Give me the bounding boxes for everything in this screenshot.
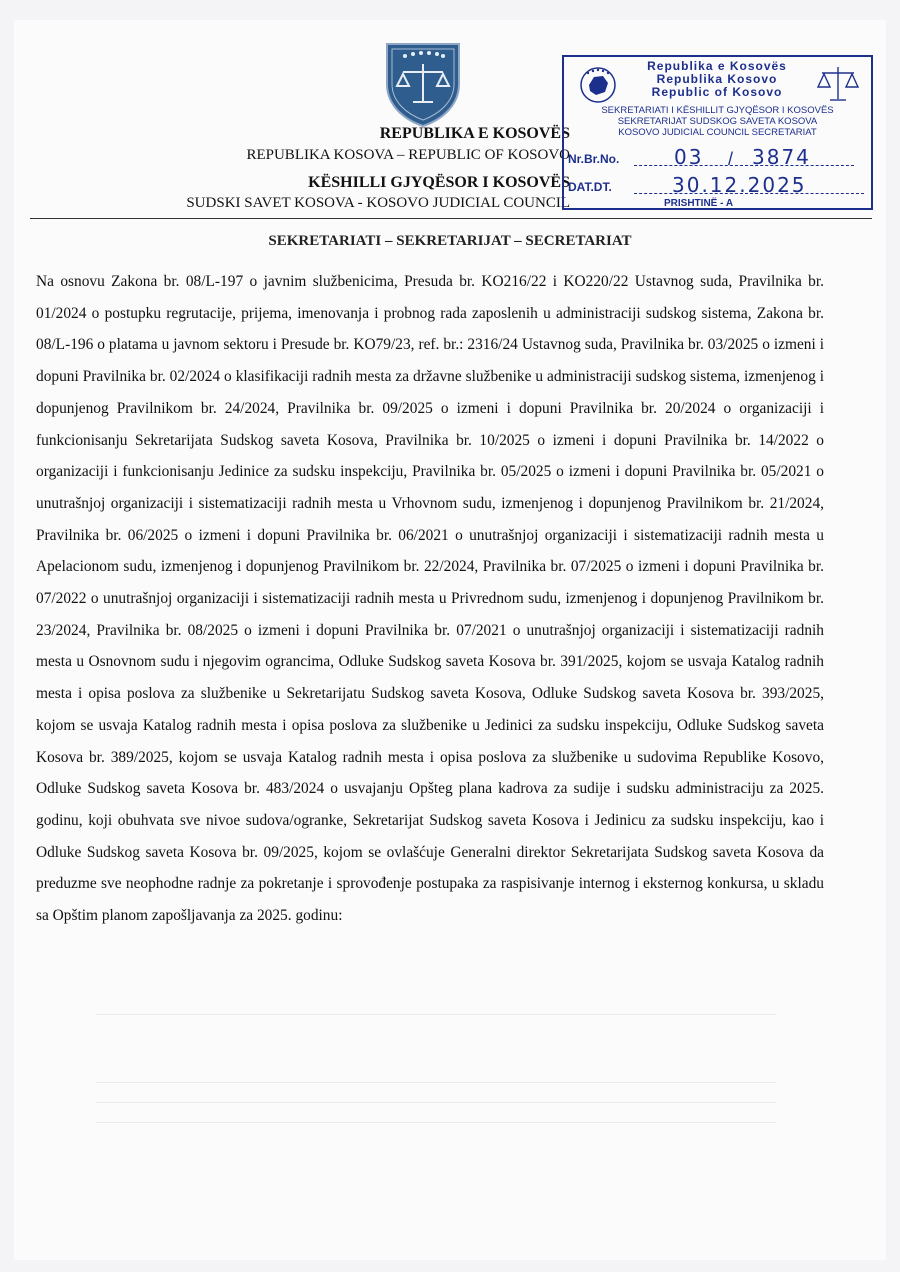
header-republic-albanian: REPUBLIKA E KOSOVËS <box>379 125 570 142</box>
stamp-number-slash: / <box>728 149 734 169</box>
faint-bleedthrough-line <box>96 1014 776 1015</box>
stamp-date-label: DAT.DT. <box>568 180 612 194</box>
registry-stamp <box>562 55 873 210</box>
header-council-serbian-english: SUDSKI SAVET KOSOVA - KOSOVO JUDICIAL COUNCIL <box>186 195 570 211</box>
stamp-secretariat-english: KOSOVO JUDICIAL COUNCIL SECRETARIAT <box>618 127 817 138</box>
section-title: SEKRETARIATI – SEKRETARIJAT – SECRETARIAT <box>268 233 632 249</box>
header-council-albanian: KËSHILLI GJYQËSOR I KOSOVËS <box>308 174 570 191</box>
stamp-secretariat-albanian: SEKRETARIATI I KËSHILLIT GJYQËSOR I KOSOVËS <box>601 105 834 116</box>
faint-bleedthrough-line <box>96 1102 776 1103</box>
stamp-republic-serbian: Republika Kosovo <box>656 72 778 86</box>
stamp-republic-albanian: Republika e Kosovës <box>647 59 787 73</box>
stamp-number-part2: 3874 <box>752 145 811 169</box>
stamp-number-part1: 03 <box>674 145 704 169</box>
stamp-date-value: 30.12.2025 <box>672 173 807 197</box>
stamp-republic-english: Republic of Kosovo <box>651 85 783 99</box>
faint-bleedthrough-line <box>96 1082 776 1083</box>
header-republic-serbian-english: REPUBLIKA KOSOVA – REPUBLIC OF KOSOVO <box>246 147 570 163</box>
kosovo-map-icon <box>578 65 618 105</box>
stamp-city: PRISHTINË - A <box>664 198 734 209</box>
header-divider <box>30 218 872 219</box>
scales-icon <box>816 63 860 105</box>
judicial-council-emblem <box>383 40 463 128</box>
stamp-secretariat-serbian: SEKRETARIJAT SUDSKOG SAVETA KOSOVA <box>617 116 818 127</box>
faint-bleedthrough-line <box>96 1122 776 1123</box>
stamp-number-line <box>634 165 854 166</box>
stamp-number-label: Nr.Br.No. <box>568 152 620 166</box>
legal-basis-paragraph: Na osnovu Zakona br. 08/L-197 o javnim službenicima, Presuda br. KO216/22 i KO220/22 Ustavnog suda, Pravilnika br. 01/2024 o postupku regrutacije, prijema, imenovanja i probnog rada zaposlenih u administraciji sudskog sistema, Zakona br. 08/L-196 o platama u javnom sektoru i Presude br. KO79/23, ref. br.: 2316/24 Ustavnog suda, Pravilnika br. 03/2025 o izmeni i dopuni Pravilnika br. 02/2024 o klasifikaciji radnih mesta za državne službenike u administraciji sudskog sistema, izmenjenog i dopunjenog Pravilnikom br. 24/2024, Pravilnika br. 09/2025 o izmeni i dopuni Pravilnika br. 20/2024 o organizaciji i funkcionisanju Sekretarijata Sudskog saveta Kosova, Pravilnika br. 10/2025 o izmeni i dopuni Pravilnika br. 14/2022 o organizaciji i funkcionisanju Jedinice za sudsku inspekciju, Pravilnika br. 05/2025 o izmeni i dopuni Pravilnika br. 05/2021 o unutrašnjoj organizaciji i sistematizaciji radnih mesta u Vrhovnom sudu, izmenjenog i dopunjenog Pravilnikom br. 21/2024, Pravilnika br. 06/2025 o izmeni i dopuni Pravilnika br. 06/2021 o unutrašnjoj organizaciji i sistematizaciji radnih mesta u Apelacionom sudu, izmenjenog i dopunjenog Pravilnikom br. 22/2024, Pravilnika br. 07/2025 o izmeni i dopuni Pravilnika br. 07/2022 o unutrašnjoj organizaciji i sistematizaciji radnih mesta u Privrednom sudu, izmenjenog i dopunjenog Pravilnikom br. 23/2024, Pravilnika br. 08/2025 o izmeni i dopuni Pravilnika br. 07/2021 o unutrašnjoj organizaciji i sistematizaciji radnih mesta u Osnovnom sudu i njegovim ograncima, Odluke Sudskog saveta Kosova br. 391/2025, kojom se usvaja Katalog radnih mesta i opisa poslova za službenike u Sekretarijatu Sudskog saveta Kosova, Odluke Sudskog saveta Kosova br. 393/2025, kojom se usvaja Katalog radnih mesta i opisa poslova za službenike u Jedinici za sudsku inspekciju, Odluke Sudskog saveta Kosova br. 389/2025, kojom se usvaja Katalog radnih mesta i opisa poslova za službenike u sudovima Republike Kosovo, Odluke Sudskog saveta Kosova br. 483/2024 o usvajanju Opšteg plana kadrova za sudije i sudsku administraciju za 2025. godinu, koji obuhvata sve nivoe sudova/ogranke, Sekretarijat Sudskog saveta Kosova i Jedinicu za sudsku inspekciju, kao i Odluke Sudskog saveta Kosova br. 09/2025, kojom se ovlašćuje Generalni direktor Sekretarijata Sudskog saveta Kosova da preduzme sve neophodne radnje za pokretanje i sprovođenje postupaka za raspisivanje internog i eksternog konkursa, u skladu sa Opštim planom zapošljavanja za 2025. godinu: <box>36 273 824 925</box>
